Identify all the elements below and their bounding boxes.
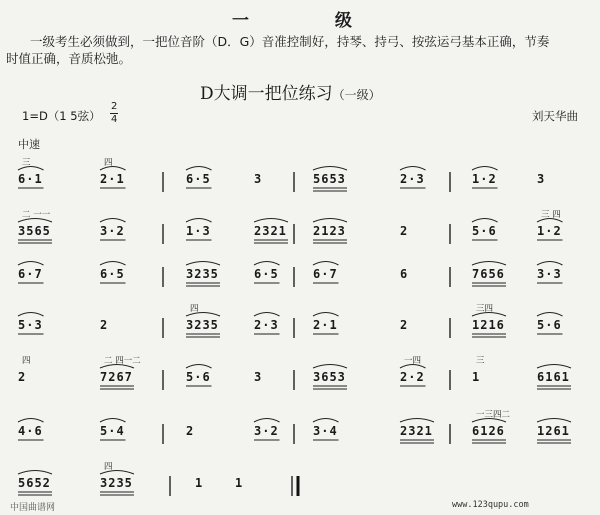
note-group: 1·2 [472,172,497,186]
note-group: 1216 [472,318,505,332]
note-group: 6·5 [100,267,125,281]
slur-arc [313,365,347,369]
slur-arc [254,219,288,223]
note-group: 3565 [18,224,51,238]
note-group: 6161 [537,370,570,384]
slur-arc [186,167,212,171]
note-group: 3235 [186,267,219,281]
note-group: 4·6 [18,424,43,438]
note-group: 5652 [18,476,51,490]
note-group: 2 [18,370,27,384]
note-group: 3235 [186,318,219,332]
note-group: 7656 [472,267,505,281]
fingering-mark: 三四 [476,304,494,314]
note-group: 2 [400,318,409,332]
level-heading: 一 级 [232,11,392,31]
slur-arc [472,219,498,223]
note-group: 1 [472,370,481,384]
slur-arc [313,167,347,171]
slur-arc [100,262,126,266]
note-group: 3·4 [313,424,338,438]
note-group: 2 [100,318,109,332]
note-group: 6·5 [254,267,279,281]
note-group: 2123 [313,224,346,238]
note-group: 3235 [100,476,133,490]
fingering-mark: 三 [476,356,485,366]
slur-arc [472,262,506,266]
website-text: www.123qupu.com [452,500,529,510]
note-group: 1261 [537,424,570,438]
slur-arc [537,419,571,423]
fingering-mark: 四 [22,356,31,366]
tempo-marking: 中速 [18,138,40,151]
slur-arc [400,419,434,423]
note-group: 5653 [313,172,346,186]
note-group: 3653 [313,370,346,384]
note-group: 3·3 [537,267,562,281]
slur-arc [18,262,44,266]
note-group: 1·2 [537,224,562,238]
fingering-mark: 二 四一二 [104,356,141,366]
note-group: 2·2 [400,370,425,384]
fingering-mark: 三 [22,158,31,168]
slur-arc [254,262,280,266]
note-group: 2 [400,224,409,238]
slur-arc [100,219,126,223]
slur-arc [537,262,563,266]
note-group: 2 [186,424,195,438]
fingering-mark: 四 [190,304,199,314]
note-group: 5·6 [537,318,562,332]
note-group: 5·3 [18,318,43,332]
slur-arc [472,167,498,171]
fingering-mark: 三 四 [541,210,561,220]
note-group: 5·6 [472,224,497,238]
slur-arc [18,313,44,317]
fingering-mark: 四 [104,158,113,168]
note-group: 3 [254,370,263,384]
note-group: 2·1 [100,172,125,186]
note-group: 2321 [400,424,433,438]
slur-arc [537,313,563,317]
note-group: 6 [400,267,409,281]
slur-arc [313,419,339,423]
piece-title-suffix: （一级） [332,88,381,102]
fingering-mark: 一三四二 [476,410,511,420]
slur-arc [186,262,220,266]
time-signature-bottom: 4 [111,114,118,125]
note-group: 1·3 [186,224,211,238]
slur-arc [313,219,347,223]
time-signature-top: 2 [111,101,118,112]
note-group: 6126 [472,424,505,438]
slur-arc [186,219,212,223]
composer: 刘天华曲 [532,109,578,123]
note-group: 2·1 [313,318,338,332]
note-group: 2321 [254,224,287,238]
key-signature: 1=D（1 5弦） [22,109,101,123]
watermark-text: 中国曲谱网 [10,503,56,513]
slur-arc [186,365,212,369]
note-group: 3·2 [254,424,279,438]
note-group: 1 [235,476,244,490]
note-group: 6·5 [186,172,211,186]
note-group: 6·7 [18,267,43,281]
slur-arc [313,262,339,266]
note-group: 6·1 [18,172,43,186]
note-group: 7267 [100,370,133,384]
intro-line-2: 时值正确，音质松弛。 [6,51,132,66]
slur-arc [100,419,126,423]
note-group: 1 [195,476,204,490]
note-group: 5·6 [186,370,211,384]
note-group: 3·2 [100,224,125,238]
note-group: 3 [254,172,263,186]
fingering-mark: 四 [104,462,113,472]
slur-arc [18,471,52,475]
fingering-mark: 一四 [404,356,422,366]
slur-arc [400,167,426,171]
note-group: 2·3 [400,172,425,186]
note-group: 2·3 [254,318,279,332]
slur-arc [537,365,571,369]
intro-line-1: 一级考生必须做到，一把位音阶（D．G）音准控制好，持琴、持弓、按弦运弓基本正确，节奏 [30,34,550,49]
slur-arc [313,313,339,317]
fingering-mark: 二 一一 [22,210,51,220]
note-group: 3 [537,172,546,186]
slur-arc [254,313,280,317]
slur-arc [18,419,44,423]
note-group: 5·4 [100,424,125,438]
slur-arc [254,419,280,423]
note-group: 6·7 [313,267,338,281]
piece-title-main: D大调一把位练习 [200,84,333,104]
